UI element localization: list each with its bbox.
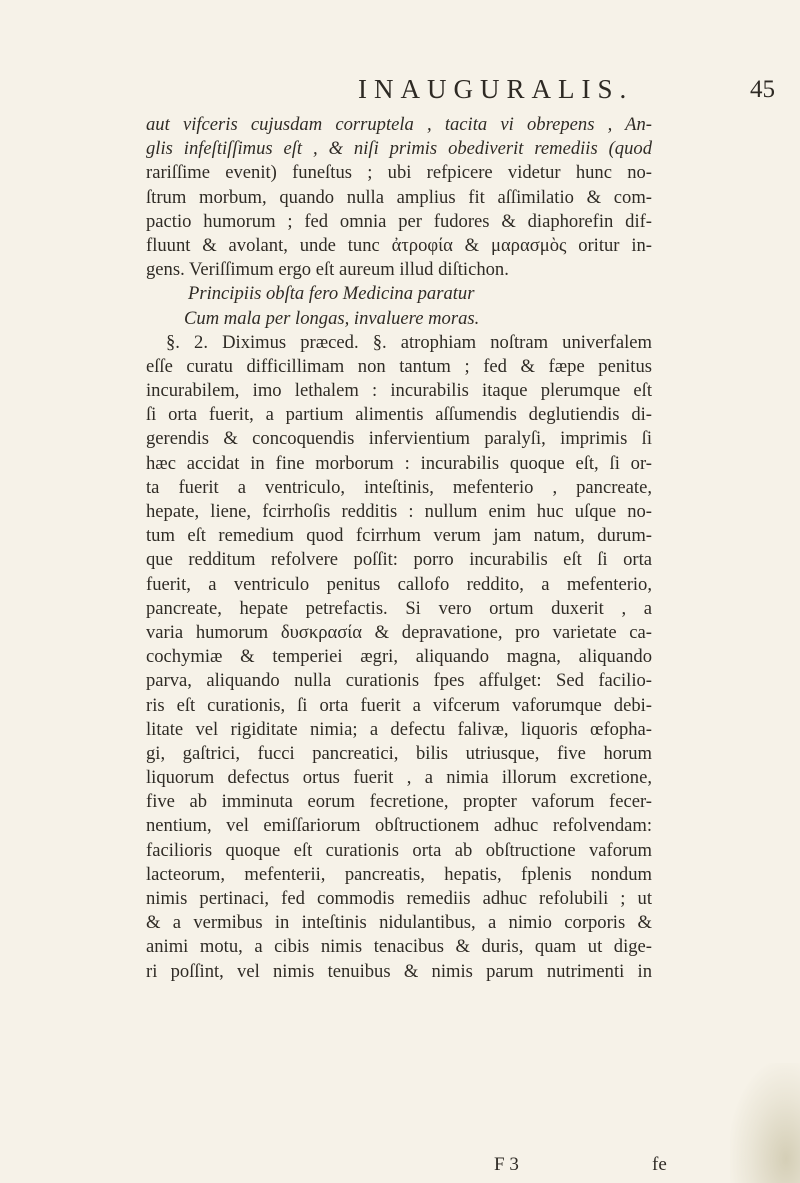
text-line: lacteorum, mefenterii, pancreatis, hepatis, fplenis nondum xyxy=(146,863,652,885)
text-line: que redditum refolvere poſſit: porro incurabilis eſt ſi orta xyxy=(146,549,652,571)
text-line: varia humorum δυσκρασία & depravatione, pro varietate ca- xyxy=(146,621,652,643)
text-line: liquorum defectus ortus fuerit , a nimia illorum excretione, xyxy=(146,767,652,789)
text-line: glis infeſtiſſimus eſt , & niſi primis obediverit remediis (quod xyxy=(146,138,652,160)
text-line: cochymiæ & temperiei ægri, aliquando magna, aliquando xyxy=(146,646,652,668)
text-line: parva, aliquando nulla curationis fpes affulget: Sed facilio- xyxy=(146,670,652,692)
text-line: pancreate, hepate petrefactis. Si vero ortum duxerit , a xyxy=(146,597,652,619)
page-header xyxy=(0,74,800,114)
text-line: rariſſime evenit) funeſtus ; ubi refpicere videtur hunc no- xyxy=(146,162,652,184)
text-line: aut vifceris cujusdam corruptela , tacita vi obrepens , An- xyxy=(146,114,652,135)
signature-mark: F 3 xyxy=(494,1154,519,1175)
body-text xyxy=(146,113,652,984)
text-line: hepate, liene, fcirrhoſis redditis : nullum enim huc uſque no- xyxy=(146,501,652,522)
running-head: INAUGURALIS. xyxy=(358,74,634,104)
text-line: litate vel rigiditate nimia; a defectu falivæ, liquoris œfopha- xyxy=(146,718,652,740)
text-line: ta fuerit a ventriculo, inteſtinis, mefenterio , pancreate, xyxy=(146,476,652,498)
verse-line: Principiis obſta fero Medicina paratur xyxy=(188,283,475,305)
text-line: ris eſt curationis, ſi orta fuerit a vifcerum vaforumque debi- xyxy=(146,694,652,716)
text-line: animi motu, a cibis nimis tenacibus & duris, quam ut dige- xyxy=(146,936,652,958)
text-line: fuerit, a ventriculo penitus callofo reddito, a mefenterio, xyxy=(146,573,652,595)
text-line: gi, gaſtrici, fucci pancreatici, bilis utriusque, five horum xyxy=(146,742,652,764)
text-line: ri poſſint, vel nimis tenuibus & nimis parum nutrimenti in xyxy=(146,960,652,982)
text-line: ſi orta fuerit, a partium alimentis aſſumendis deglutiendis di- xyxy=(146,404,652,426)
text-line: facilioris quoque eſt curationis orta ab obſtructione vaforum xyxy=(146,839,652,861)
text-line: gens. Veriſſimum ergo eſt aureum illud diſtichon. xyxy=(146,259,509,281)
page-number: 45 xyxy=(750,76,775,103)
text-line: hæc accidat in fine morborum : incurabilis quoque eſt, ſi or- xyxy=(146,452,652,474)
paper-stain xyxy=(730,1063,800,1183)
text-line: fluunt & avolant, unde tunc ἀτροφία & μαρασμὸς oritur in- xyxy=(146,234,652,256)
text-line: tum eſt remedium quod fcirrhum verum jam natum, durum- xyxy=(146,525,652,547)
section-start: §. 2. Diximus præced. §. atrophiam noſtram univerfalem xyxy=(166,331,652,353)
text-line: nentium, vel emiſſariorum obſtructionem adhuc refolvendam: xyxy=(146,815,652,837)
text-line: pactio humorum ; fed omnia per fudores & diaphorefin dif- xyxy=(146,210,652,232)
text-line: nimis pertinaci, fed commodis remediis adhuc refolubili ; ut xyxy=(146,888,652,909)
verse-line: Cum mala per longas, invaluere moras. xyxy=(184,307,480,329)
text-line: eſſe curatu difficillimam non tantum ; fed & fæpe penitus xyxy=(146,355,652,377)
text-line: ſtrum morbum, quando nulla amplius fit aſſimilatio & com- xyxy=(146,186,652,208)
text-line: & a vermibus in inteſtinis nidulantibus, a nimio corporis & xyxy=(146,912,652,934)
text-line: five ab imminuta eorum fecretione, propter vaforum fecer- xyxy=(146,791,652,813)
text-line: incurabilem, imo lethalem : incurabilis itaque plerumque eſt xyxy=(146,380,652,402)
text-line: gerendis & concoquendis infervientium paralyſi, imprimis ſi xyxy=(146,428,652,450)
catchword: fe xyxy=(652,1154,667,1175)
